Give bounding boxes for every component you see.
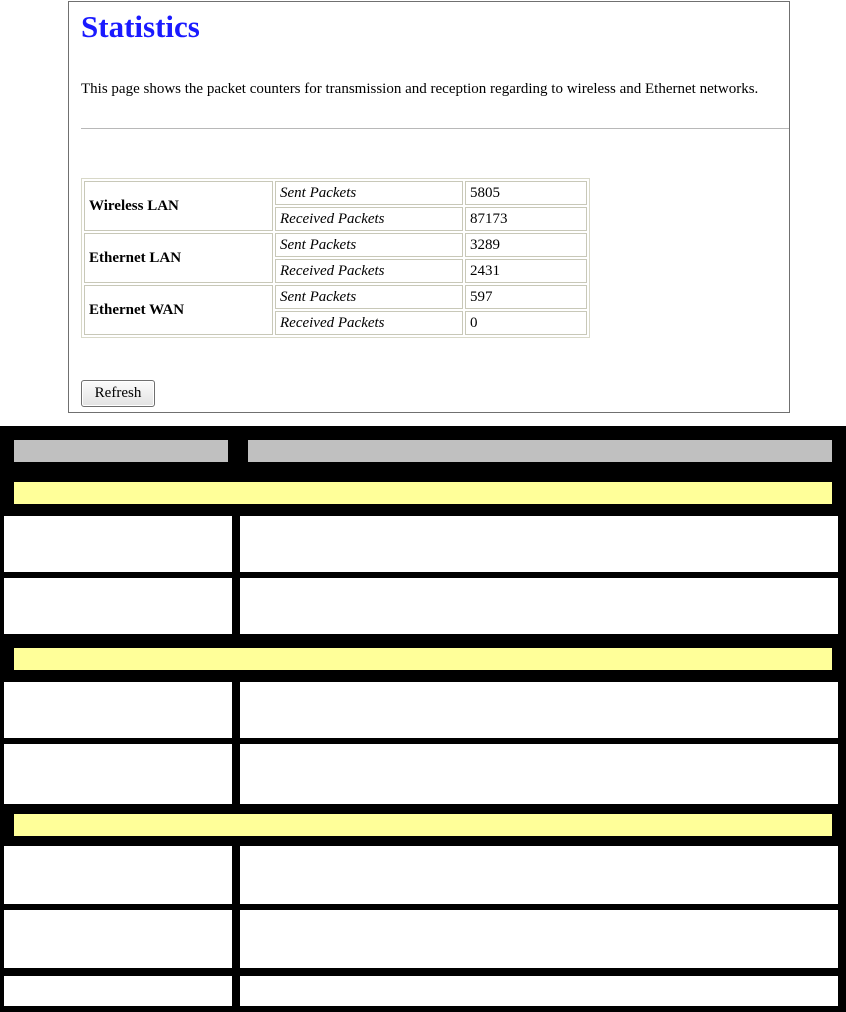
group-label-wireless-lan: Wireless LAN <box>84 181 273 231</box>
refresh-button[interactable]: Refresh <box>81 380 155 407</box>
metric-label-received: Received Packets <box>275 259 463 283</box>
group-label-ethernet-wan: Ethernet WAN <box>84 285 273 335</box>
item-description-cell <box>240 516 838 572</box>
section-band <box>14 482 832 504</box>
header-cell-left <box>14 440 228 462</box>
item-name-cell <box>4 744 232 804</box>
metric-label-received: Received Packets <box>275 311 463 335</box>
divider <box>81 128 789 130</box>
metric-value-received: 0 <box>465 311 587 335</box>
item-name-cell <box>4 578 232 634</box>
metric-label-sent: Sent Packets <box>275 181 463 205</box>
section-band <box>14 648 832 670</box>
statistics-panel <box>68 1 790 413</box>
section-band <box>14 814 832 836</box>
item-name-cell <box>4 910 232 968</box>
item-description-cell <box>240 910 838 968</box>
item-description-cell <box>240 846 838 904</box>
metric-label-received: Received Packets <box>275 207 463 231</box>
metric-value-sent: 597 <box>465 285 587 309</box>
item-description-cell <box>240 682 838 738</box>
metric-label-sent: Sent Packets <box>275 285 463 309</box>
item-name-cell <box>4 846 232 904</box>
statistics-table <box>81 178 590 338</box>
metric-value-received: 87173 <box>465 207 587 231</box>
table-row <box>84 285 587 309</box>
group-label-ethernet-lan: Ethernet LAN <box>84 233 273 283</box>
item-description-cell <box>240 578 838 634</box>
metric-value-sent: 5805 <box>465 181 587 205</box>
table-row <box>84 181 587 205</box>
header-cell-right <box>248 440 832 462</box>
metric-label-sent: Sent Packets <box>275 233 463 257</box>
metric-value-sent: 3289 <box>465 233 587 257</box>
item-description-cell <box>240 744 838 804</box>
page-description: This page shows the packet counters for transmission and reception regarding to wireless and Ethernet networks. <box>81 81 759 97</box>
item-name-cell <box>4 682 232 738</box>
metric-value-received: 2431 <box>465 259 587 283</box>
item-name-cell <box>4 976 232 1006</box>
item-description-cell <box>240 976 838 1006</box>
table-row <box>84 233 587 257</box>
page-title: Statistics <box>81 9 200 44</box>
item-name-cell <box>4 516 232 572</box>
description-table <box>0 426 846 1012</box>
